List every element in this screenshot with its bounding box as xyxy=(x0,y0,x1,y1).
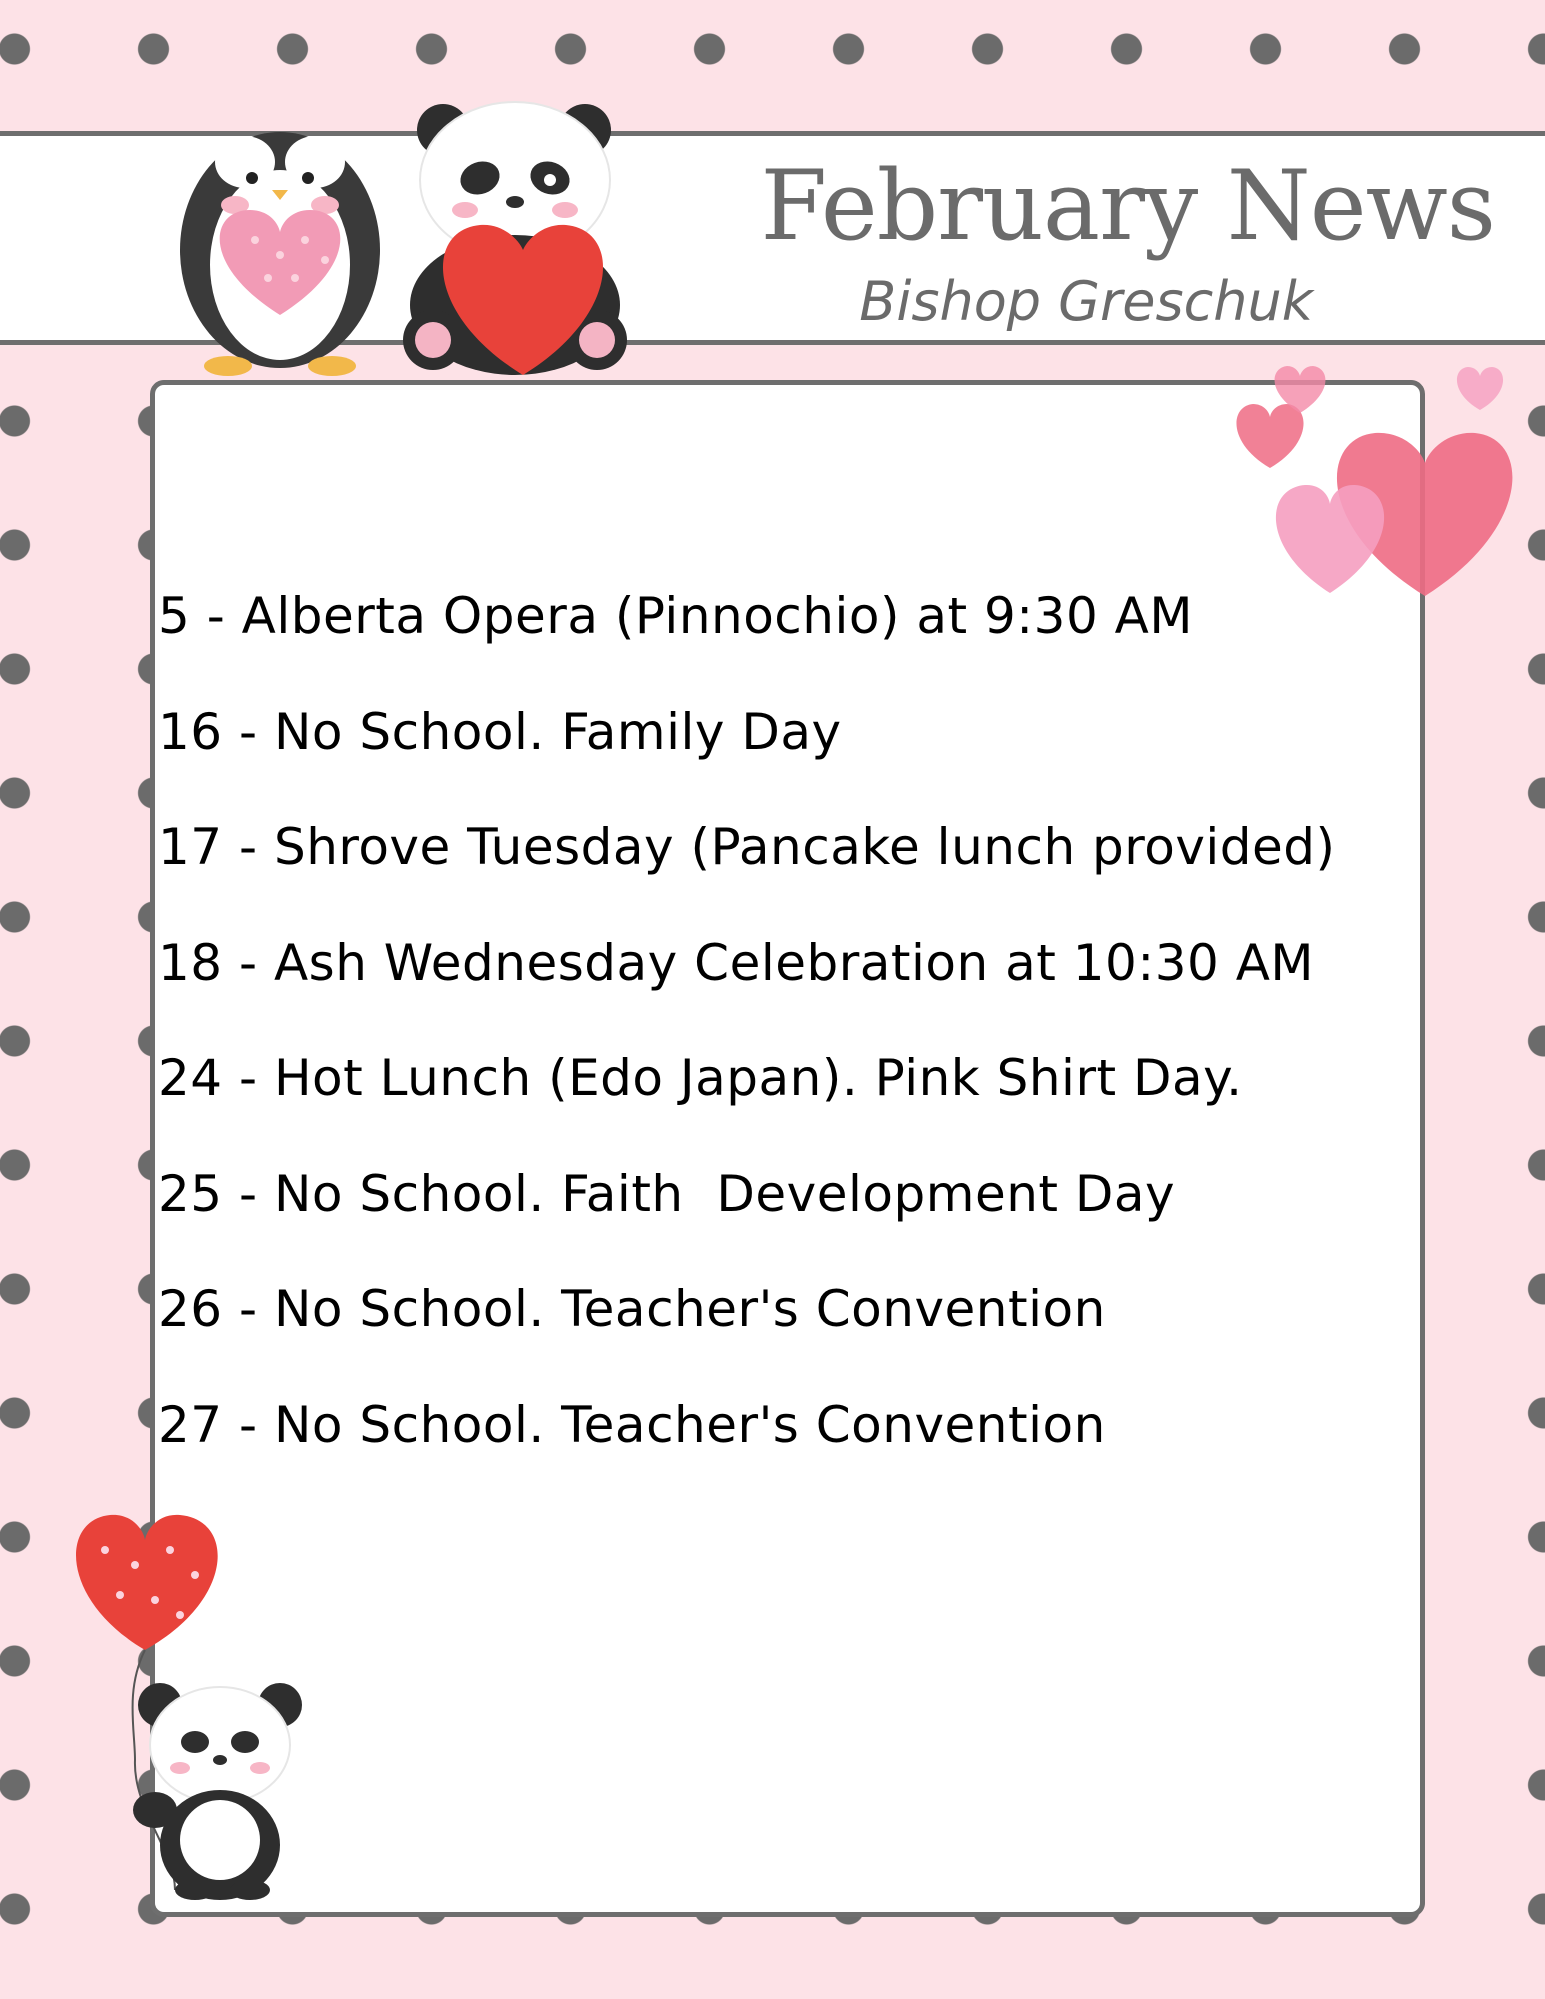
event-item: 24 - Hot Lunch (Edo Japan). Pink Shirt Day. xyxy=(158,1049,1243,1107)
events-list xyxy=(158,588,1336,1512)
panda-with-balloon-illustration xyxy=(55,1490,315,1900)
school-name: Bishop Greschuk xyxy=(859,270,1313,333)
event-item: 18 - Ash Wednesday Celebration at 10:30 AM xyxy=(158,933,1315,992)
event-item: 5 - Alberta Opera (Pinnochio) at 9:30 AM xyxy=(158,587,1194,645)
hearts-decoration xyxy=(1215,348,1525,598)
event-item: 25 - No School. Faith Development Day xyxy=(158,1164,1176,1223)
page-title: February News xyxy=(760,150,1495,262)
event-item: 17 - Shrove Tuesday (Pancake lunch provided) xyxy=(158,818,1336,876)
event-item: 16 - No School. Family Day xyxy=(158,702,842,761)
penguin-with-heart-illustration xyxy=(160,100,400,378)
event-item: 26 - No School. Teacher's Convention xyxy=(158,1280,1106,1338)
panda-with-heart-illustration xyxy=(395,100,645,378)
event-item: 27 - No School. Teacher's Convention xyxy=(158,1395,1106,1454)
